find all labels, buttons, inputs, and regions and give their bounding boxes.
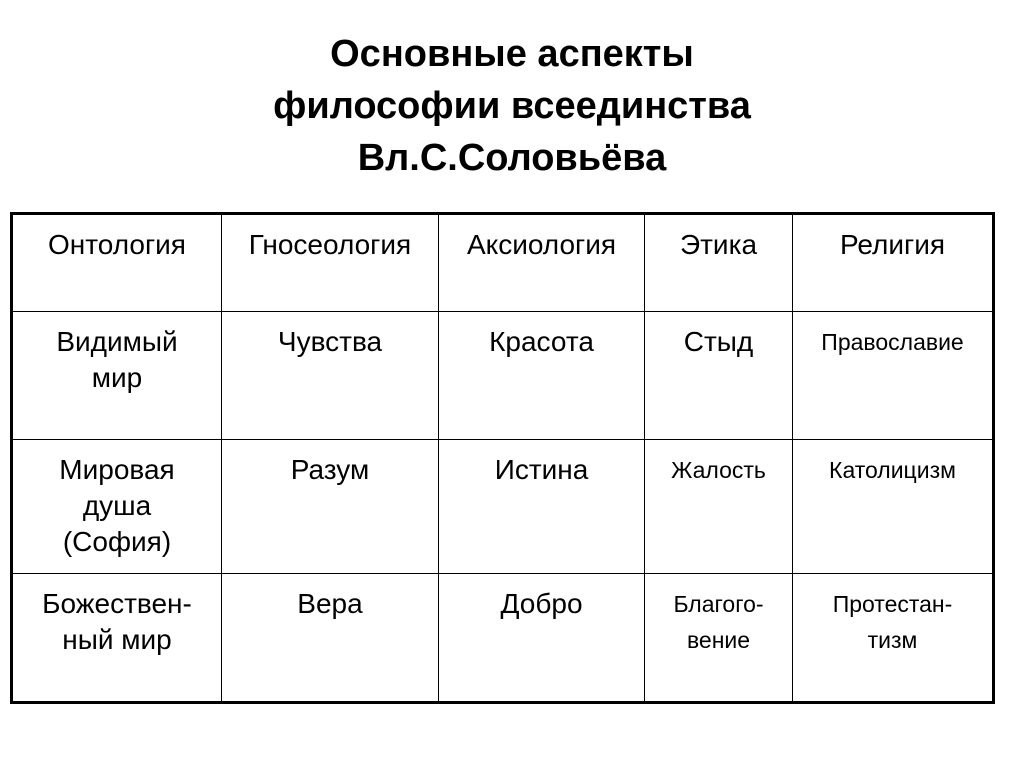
cell-line: Видимый — [56, 326, 178, 357]
cell-line: мир — [91, 362, 143, 393]
cell-line: вение — [686, 627, 751, 653]
table-row — [12, 574, 994, 703]
header-axiology: Аксиология — [439, 214, 645, 312]
title-line-3: Вл.С.Соловьёва — [357, 137, 667, 179]
cell-line: Мировая — [59, 454, 175, 485]
cell-line: ный мир — [62, 624, 172, 655]
table-cell — [645, 440, 793, 574]
header-ontology: Онтология — [12, 214, 222, 312]
table-cell — [222, 440, 439, 574]
title-line-1: Основные аспекты — [330, 33, 694, 75]
table-cell — [793, 312, 994, 440]
cell-line: Жалость — [671, 457, 766, 483]
table-row — [12, 312, 994, 440]
table-cell — [439, 440, 645, 574]
cell-line: Вера — [297, 588, 363, 619]
cell-line: Стыд — [683, 326, 754, 357]
table-cell — [222, 312, 439, 440]
cell-line: тизм — [867, 627, 918, 653]
cell-line: Православие — [821, 329, 964, 355]
cell-line: Разум — [290, 454, 370, 485]
cell-line: Истина — [494, 454, 589, 485]
table-cell — [793, 574, 994, 703]
header-ethics: Этика — [645, 214, 793, 312]
header-gnoseology: Гносеология — [222, 214, 439, 312]
table-cell — [12, 440, 222, 574]
cell-line: Божествен- — [42, 588, 192, 619]
cell-line: Красота — [489, 326, 594, 357]
cell-line: душа — [82, 490, 152, 521]
table-cell — [222, 574, 439, 703]
table-row — [12, 440, 994, 574]
slide-title — [0, 28, 1024, 184]
table-cell — [439, 312, 645, 440]
cell-line: Добро — [500, 588, 583, 619]
cell-line: (София) — [62, 526, 172, 557]
table-cell — [439, 574, 645, 703]
header-religion: Религия — [793, 214, 994, 312]
table-cell — [12, 574, 222, 703]
title-line-2: философии всеединства — [273, 85, 751, 127]
aspects-table — [10, 212, 995, 704]
cell-line: Католицизм — [829, 457, 956, 483]
table-cell — [12, 312, 222, 440]
cell-line: Благого- — [673, 591, 764, 617]
cell-line: Протестан- — [832, 591, 953, 617]
cell-line: Чувства — [277, 326, 383, 357]
table-cell — [793, 440, 994, 574]
table-header-row — [12, 214, 994, 312]
table-cell — [645, 574, 793, 703]
table-cell — [645, 312, 793, 440]
